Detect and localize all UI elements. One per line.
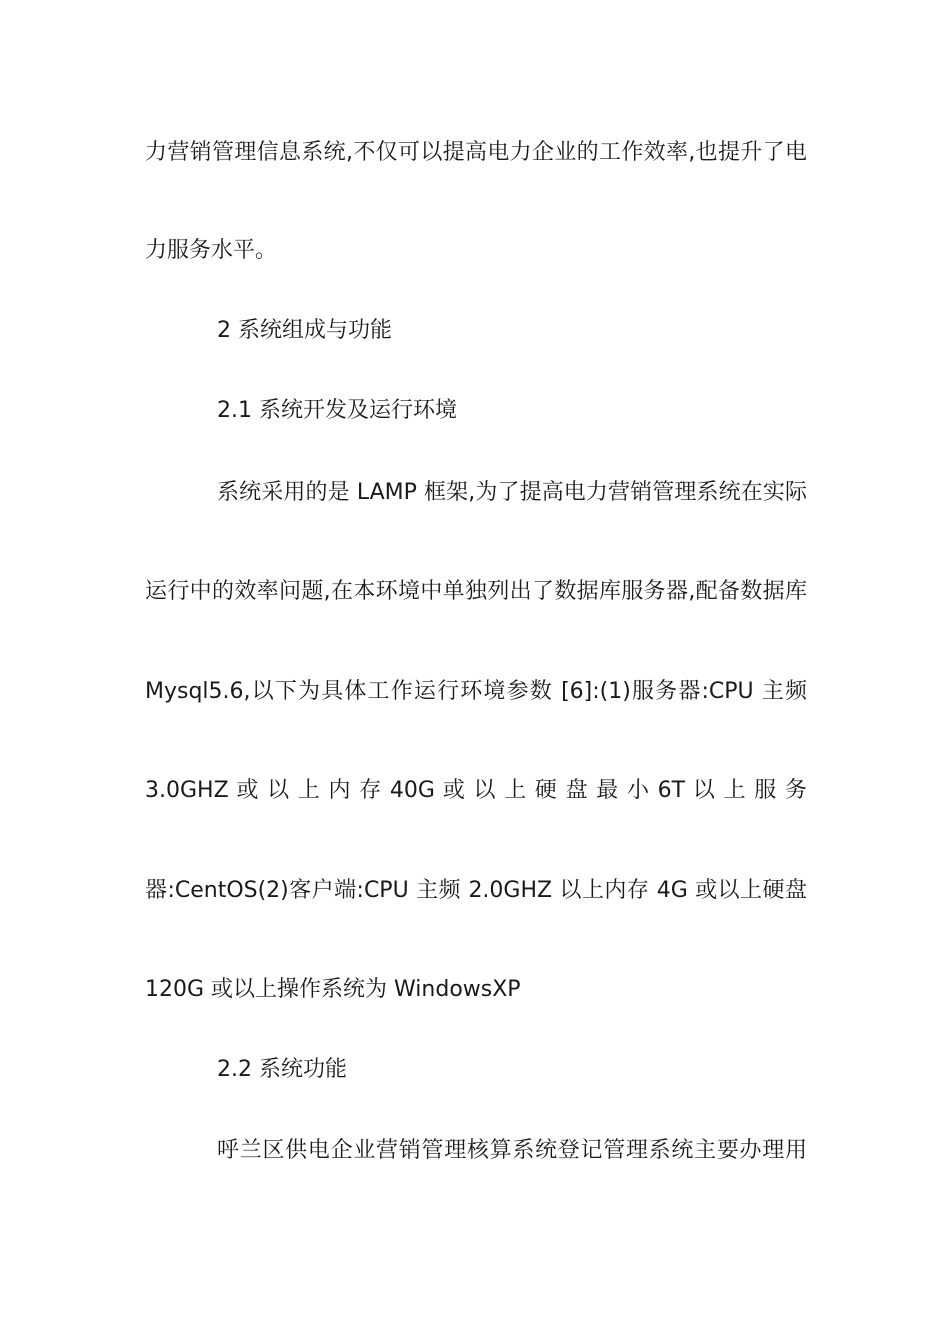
subsection-heading: 2.2 系统功能 [217,1057,347,1082]
paragraph-line: 力服务水平。 [145,238,278,263]
paragraph-line: 呼兰区供电企业营销管理核算系统登记管理系统主要办理用 [217,1138,807,1163]
paragraph-line: Mysql5.6,以下为具体工作运行环境参数 [6]:(1)服务器:CPU 主频 [145,679,807,704]
paragraph-line: 3.0GHZ 或 以 上 内 存 40G 或 以 上 硬 盘 最 小 6T 以 上 服 务 [145,778,807,803]
paragraph-line: 系统采用的是 LAMP 框架,为了提高电力营销管理系统在实际 [217,480,807,505]
paragraph-line: 器:CentOS(2)客户端:CPU 主频 2.0GHZ 以上内存 4G 或以上硬盘 [145,878,807,903]
subsection-heading: 2.1 系统开发及运行环境 [217,398,457,423]
paragraph-line: 力营销管理信息系统,不仅可以提高电力企业的工作效率,也提升了电 [145,140,807,165]
paragraph-line: 120G 或以上操作系统为 WindowsXP [145,977,521,1002]
section-heading: 2 系统组成与功能 [217,318,392,343]
paragraph-line: 运行中的效率问题,在本环境中单独列出了数据库服务器,配备数据库 [145,579,807,604]
